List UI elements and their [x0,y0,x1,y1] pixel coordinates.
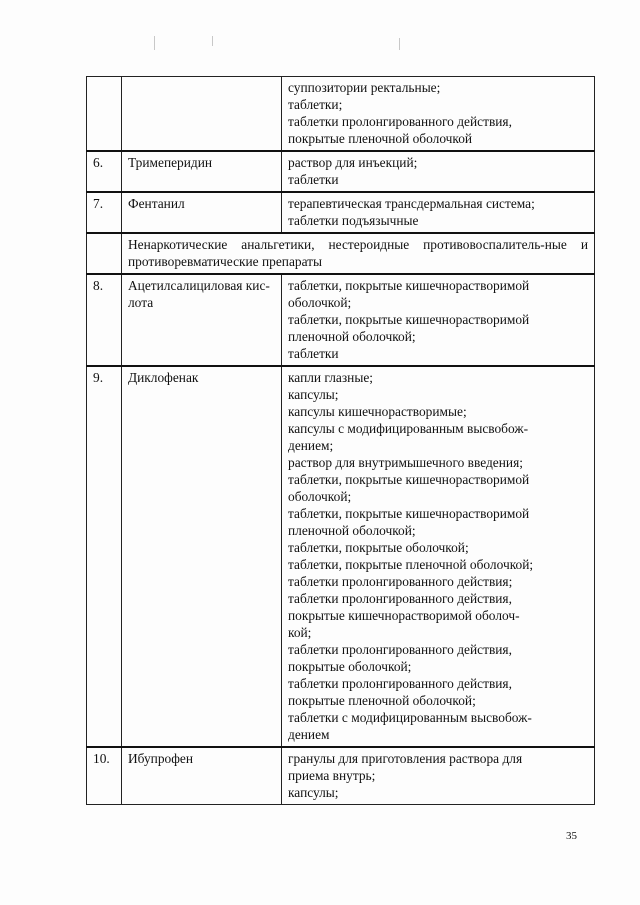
drug-table [86,76,595,805]
dosage-form: таблетки, покрытые пленочной оболочкой; [288,557,534,572]
dosage-form: таблетки с модифицированным высвобож- [288,710,532,725]
dosage-form: суппозитории ректальные; [288,80,441,95]
dosage-form: таблетки; [288,97,343,112]
dosage-form: капсулы; [288,387,339,402]
dosage-forms [282,77,595,152]
table-row [87,77,595,152]
row-number: 7. [87,192,122,233]
table-row [87,151,595,192]
dosage-form: таблетки, покрытые кишечнорастворимой [288,278,530,293]
dosage-forms [282,192,595,233]
dosage-form: покрытые оболочкой; [288,659,412,674]
dosage-form: приема внутрь; [288,768,376,783]
dosage-form: таблетки [288,172,339,187]
dosage-forms [282,151,595,192]
page-number: 35 [566,830,577,842]
section-row [87,233,595,274]
dosage-form: таблетки пролонгированного действия, [288,642,512,657]
table-row [87,274,595,366]
table-row [87,747,595,805]
row-number: 6. [87,151,122,192]
dosage-form: капсулы; [288,785,339,800]
dosage-form: капсулы кишечнорастворимые; [288,404,467,419]
dosage-form: кой; [288,625,312,640]
dosage-form: оболочкой; [288,489,352,504]
dosage-form: гранулы для приготовления раствора для [288,751,523,766]
dosage-form: терапевтическая трансдермальная система; [288,196,535,211]
drug-name: Ибупрофен [122,747,282,805]
dosage-form: пленочной оболочкой; [288,329,416,344]
row-number [87,233,122,274]
dosage-form: таблетки, покрытые кишечнорастворимой [288,472,530,487]
dosage-form: таблетки пролонгированного действия; [288,574,513,589]
dosage-form: таблетки пролонгированного действия, [288,591,512,606]
row-number: 10. [87,747,122,805]
scan-artifact [399,38,400,50]
dosage-form: покрытые пленочной оболочкой [288,131,473,146]
dosage-form: оболочкой; [288,295,352,310]
dosage-form: дением; [288,438,334,453]
row-number: 9. [87,366,122,747]
dosage-form: капли глазные; [288,370,373,385]
table-row [87,366,595,747]
drug-name: Диклофенак [122,366,282,747]
table-row [87,192,595,233]
dosage-form: таблетки, покрытые оболочкой; [288,540,469,555]
dosage-form: дением [288,727,330,742]
dosage-form: таблетки пролонгированного действия, [288,114,512,129]
dosage-form: таблетки, покрытые кишечнорастворимой [288,312,530,327]
dosage-form: таблетки [288,346,339,361]
dosage-forms [282,747,595,805]
dosage-form: покрытые кишечнорастворимой оболоч- [288,608,520,623]
dosage-form: раствор для инъекций; [288,155,418,170]
dosage-form: таблетки подъязычные [288,213,419,228]
scan-artifact [212,36,213,46]
dosage-form: покрытые пленочной оболочкой; [288,693,476,708]
dosage-forms [282,274,595,366]
dosage-form: капсулы с модифицированным высвобож- [288,421,529,436]
drug-name [122,77,282,152]
section-title: Ненаркотические анальгетики, нестероидные противовоспалитель-ные и противоревматические препараты [122,233,595,274]
row-number: 8. [87,274,122,366]
drug-name: Ацетилсалициловая кис-лота [122,274,282,366]
drug-name: Тримеперидин [122,151,282,192]
row-number [87,77,122,152]
dosage-form: таблетки пролонгированного действия, [288,676,512,691]
scan-artifact [154,36,155,50]
dosage-form: таблетки, покрытые кишечнорастворимой [288,506,530,521]
dosage-form: пленочной оболочкой; [288,523,416,538]
dosage-forms [282,366,595,747]
drug-name: Фентанил [122,192,282,233]
dosage-form: раствор для внутримышечного введения; [288,455,523,470]
